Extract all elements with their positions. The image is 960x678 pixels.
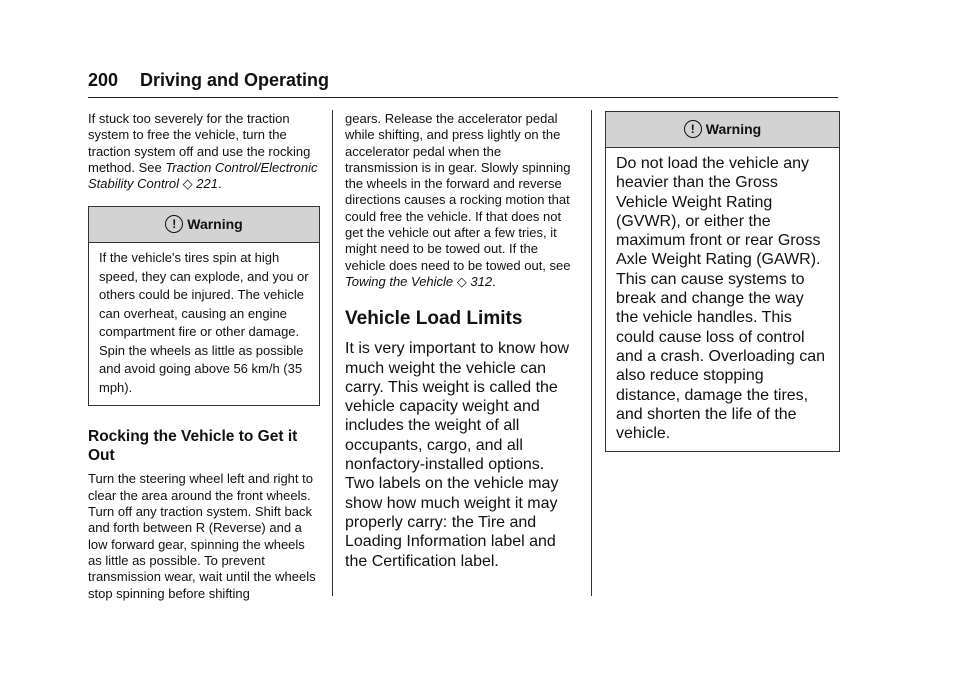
body-paragraph: Turn the steering wheel left and right to clear the area around the front wheels. Turn off any traction system. Shift back and forth between R (Reverse) and a low forward gear, spinning the wheels as little as possible. To prevent transmission wear, wait until the wheels stop spinning before shifting	[88, 471, 316, 601]
xref-page: 312	[470, 273, 493, 289]
warning-circle-icon: !	[684, 120, 702, 138]
continued-paragraph	[345, 111, 577, 290]
column-right	[605, 111, 840, 452]
load-limits-paragraph: It is very important to know how much weight the vehicle can carry. This weight is called the vehicle capacity weight and includes the weight of all occupants, cargo, and all nonfactory-installed options. Two labels on the vehicle may show how much weight it may properly carry: the Tire and Loading Information label and the Certification label.	[345, 340, 570, 570]
intro-text: If stuck too severely for the traction system to free the vehicle, turn the traction system off and use the rocking method. See	[88, 111, 311, 175]
xref-title: Traction Control/Electronic Stability Control	[88, 159, 318, 192]
warning-box	[88, 206, 320, 406]
page-reference-icon: ◇	[456, 273, 467, 289]
warning-title: Warning	[187, 216, 243, 233]
intro-end: .	[218, 176, 222, 192]
column-divider	[332, 110, 333, 596]
section-heading-main: Vehicle Load Limits	[345, 308, 523, 330]
page-reference-icon: ◇	[182, 176, 193, 192]
section-title: Driving and Operating	[140, 70, 330, 90]
xref-title: Towing the Vehicle	[345, 273, 454, 289]
warning-text: If the vehicle's tires spin at high speed, they can explode, and you or others could be injured. The vehicle can overheat, causing an engine compartment fire or other damage. Spin the wheels as little as possible and avoid going above 56 km/h (35 mph).	[99, 250, 309, 395]
continued-text: gears. Release the accelerator pedal while shifting, and press lightly on the accelerator pedal when the transmission is in gear. Slowly spinning the wheels in the forward and reverse directions causes a rocking motion that could free the vehicle. If that does not get the vehicle out after a few tries, it might need to be towed out. If the vehicle does need to be towed out, see	[345, 111, 571, 273]
section-heading: Rocking the Vehicle to Get it Out	[88, 428, 298, 465]
page-number: 200	[88, 70, 119, 90]
header-rule	[88, 97, 838, 98]
warning-title: Warning	[705, 121, 762, 137]
warning-text: Do not load the vehicle any heavier than the Gross Vehicle Weight Rating (GVWR), or either the maximum front or rear Gross Axle Weight Rating (GAWR). This can cause systems to break and change the way the vehicle handles. This could cause loss of control and a crash. Overloading can also reduce stopping distance, damage the tires, and shorten the life of the vehicle.	[616, 155, 826, 443]
intro-paragraph	[88, 111, 320, 192]
towing-vehicle-link[interactable]	[345, 274, 492, 289]
continued-end: .	[492, 273, 496, 289]
xref-page: 221	[196, 176, 218, 192]
column-left	[88, 111, 320, 602]
warning-box	[605, 111, 840, 452]
column-middle	[345, 111, 577, 571]
warning-circle-icon: !	[165, 215, 183, 233]
warning-header	[606, 112, 839, 148]
column-divider	[591, 110, 592, 596]
warning-header	[89, 207, 319, 243]
page-header	[88, 70, 329, 91]
